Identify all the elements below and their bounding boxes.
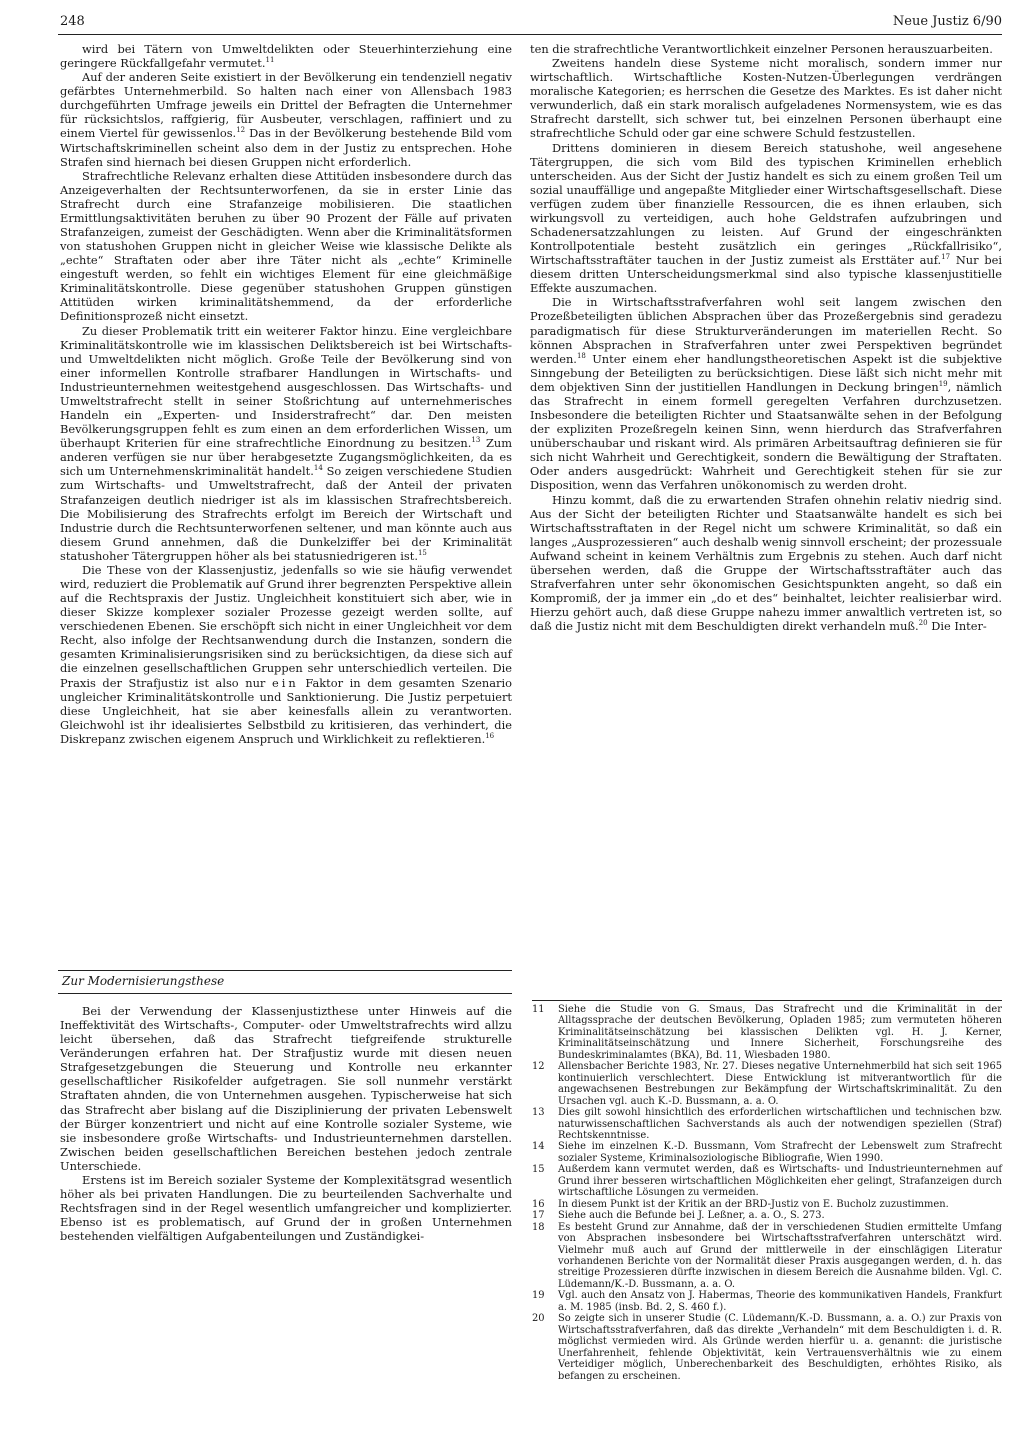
paragraph-text: Zum anderen verfügen sie nur über herabgesetzte Zugangsmöglichkeiten, da es sich um Unternehmenskriminalität handelt. [60,436,512,479]
footnote [532,1313,1002,1382]
footnote [532,1290,1002,1313]
footnote [532,1004,1002,1061]
footnote-text: Außerdem kann vermutet werden, daß es Wirtschafts- und Industrieunternehmen auf Grund ihrer besseren wirtschaftlichen Möglichkeiten eher gelingt, Strafanzeigen durch wirtschaftliche Lösungen zu vermeiden. [558,1164,1002,1199]
footnote-ref: 16 [485,732,495,741]
footnotes [532,1004,1002,1382]
footnote-ref: 13 [471,436,481,445]
paragraph-text: Erstens ist im Bereich sozialer Systeme der Komplexitätsgrad wesentlich höher als bei privaten Handlungen. Die zu beurteilenden Sachverhalte und Rechtsfragen sind in der Regel wesentlich umfangreicher und komplizierter. Ebenso ist es problematisch, auf Grund der in großen Unternehmen bestehenden vielfältigen Aufgabenteilungen und Zuständigkei- [60,1172,512,1244]
footnote [532,1107,1002,1141]
paragraph [530,42,1002,56]
spaced-word: ein [272,675,299,690]
paragraph-text: wird bei Tätern von Umweltdelikten oder Steuerhinterziehung eine geringere Rückfallgefahr vermutet. [60,42,512,71]
paragraph-text: Die in Wirtschaftsstrafverfahren wohl seit langem zwischen den Prozeßbeteiligten üblichen Absprachen über das Prozeßergebnis sind geradezu paradigmatisch für diese Strukturveränderungen im materiellen Recht. So können Absprachen in Strafverfahren unter zwei Perspektiven begründet werden. [530,295,1002,366]
paragraph-text: Drittens dominieren in diesem Bereich statushohe, weil angesehene Tätergruppen, die sich vom Bild des typischen Kriminellen erheblich unterscheiden. Aus der Sicht der Justiz handelt es sich zu einem großen Teil um sozial unauffällige und angepaßte Mitglieder einer Wirtschaftsgesellschaft. Diese verfügen zudem über finanzielle Ressourcen, die es ihnen erlauben, sich wirkungsvoll zu verteidigen, auch hohe Geldstrafen aufzubringen und Schadenersatzzahlungen zu leisten. Auf Grund der eingeschränkten Kontrollpotentiale besteht zusätzlich ein geringes „Rückfallrisiko“, Wirtschaftsstraftäter tauchen in der Justiz zumeist als Ersttäter auf. [530,140,1002,268]
paragraph-text: , nämlich das Strafrecht in einem formell geregelten Verfahren durchzusetzen. Insbesondere die beteiligten Richter und Staatsanwälte sehen in der Befolgung der expliziten Prozeßregeln keinen Sinn, wenn hierdurch das Strafverfahren unüberschaubar und riskant wird. Als primären Arbeitsauftrag definieren sie für sich nicht Wahrheit und Gerechtigkeit, sondern die Bewältigung der Straftaten. Oder anders ausgedrückt: Wahrheit und Gerechtigkeit stehen für sie zur Disposition, wenn das Verfahren unökonomisch zu werden droht. [530,379,1002,493]
paragraph [530,295,1002,492]
footnote-number: 11 [532,1004,545,1015]
footnote-number: 19 [532,1290,545,1302]
footnote [532,1199,1002,1210]
section-title: Zur Modernisierungsthese [62,974,225,988]
paragraph-text: Unter einem eher handlungstheoretischen Aspekt ist die subjektive Sinngebung der Beteiligten zu berücksichtigen. Diese läßt sich nicht mehr mit dem objektiven Sinn der justitiellen Handlungen in Deckung bringen [530,351,1002,394]
footnote-text: So zeigte sich in unserer Studie (C. Lüdemann/K.-D. Bussmann, a. a. O.) zur Praxis von Wirtschaftsstrafverfahren, daß das direkte „Verhandeln“ mit dem Beschuldigten i. d. R. möglichst vermieden wird. Als Gründe werden hierfür u. a. genannt: die juristische Unerfahrenheit, fehlende Objektivität, kein Vertrauensverhältnis wie zu einem Verteidiger möglich, Unberechenbarkeit des Beschuldigten, erhöhtes Risiko, als befangen zu erscheinen. [558,1313,1002,1382]
footnote-number: 14 [532,1141,545,1153]
footnote-text: Allensbacher Berichte 1983, Nr. 27. Dieses negative Unternehmerbild hat sich seit 1965 kontinuierlich verschlechtert. Diese Entwicklung ist mitverantwortlich für die angewachsenen Bestrebungen zur Bekämpfung der Wirtschaftskriminalität. Zu den Ursachen vgl. auch K.-D. Bussmann, a. a. O. [558,1061,1003,1107]
footnote-rule [532,1000,1002,1001]
paragraph-text: Zweitens handeln diese Systeme nicht moralisch, sondern immer nur wirtschaftlich. Wirtschaftliche Kosten-Nutzen-Überlegungen verdrängen moralische Kategorien; es herrschen die Gesetze des Marktes. Es ist daher nicht verwunderlich, daß ein stark moralisch aufgeladenes Normensystem, wie es das Strafrecht darstellt, sich schwer tut, bei einzelnen Personen überhaupt eine strafrechtliche Schuld oder gar eine schwere Schuld festzustellen. [530,56,1002,141]
right-column [530,42,1002,633]
footnote-text: Siehe im einzelnen K.-D. Bussmann, Vom Strafrecht der Lebenswelt zum Strafrecht sozialer Systeme, Kriminalsoziologische Bibliografie, Wien 1990. [558,1141,1002,1164]
paragraph-text: ten die strafrechtliche Verantwortlichkeit einzelner Personen herauszuarbeiten. [530,42,993,56]
paragraph [530,141,1002,296]
footnote [532,1164,1002,1198]
paragraph-text: So zeigen verschiedene Studien zum Wirtschafts- und Umweltstrafrecht, daß der Anteil der privaten Strafanzeigen deutlich niedriger ist als im klassischen Strafrechtsbereich. Die Mobilisierung des Strafrechts erfolgt im Bereich der Wirtschaft und Industrie durch die Rechtsunterworfenen seltener, und man könnte auch aus diesem Grund annehmen, daß die Dunkelziffer bei der Kriminalität statushoher Tätergruppen höher als bei statusniedrigeren ist. [60,464,512,563]
footnote-text: Siehe auch die Befunde bei J. Leßner, a. a. O., S. 273. [558,1210,825,1222]
paragraph [60,1173,512,1243]
footnote-text: Vgl. auch den Ansatz von J. Habermas, Theorie des kommunikativen Handels, Frankfurt a. M. 1985 (insb. Bd. 2, S. 460 f.). [558,1290,1002,1313]
footnote-text: Es besteht Grund zur Annahme, daß der in verschiedenen Studien ermittelte Umfang von Absprachen insbesondere bei Wirtschaftsstrafverfahren unterschätzt wird. Vielmehr muß auch auf Grund der mittlerweile in der einschlägigen Literatur vorhandenen Berichte von der Normalität dieser Praxis ausgegangen werden, d. h. das streitige Prozessieren dürfte inzwischen in diesem Bereich die Ausnahme bilden. Vgl. C. Lüdemann/K.-D. Bussmann, a. a. O. [558,1221,1002,1290]
footnote-number: 13 [532,1107,545,1119]
paragraph [60,169,512,324]
footnote [532,1222,1002,1291]
paragraph-text: Faktor in dem gesamten Szenario ungleicher Kriminalitätskontrolle und Sanktionierung. Die Justiz perpetuiert diese Ungleichheit, hat sie aber keinesfalls allein zu verantworten. Gleichwohl ist ihr idealisiertes Selbstbild zu kritisieren, das verhindert, die Diskrepanz zwischen eigenem Anspruch und Wirklichkeit zu reflektieren. [60,675,512,746]
footnote-number: 12 [532,1061,545,1073]
footnote-text: Dies gilt sowohl hinsichtlich des erforderlichen wirtschaftlichen und technischen bzw. naturwissenschaftlichen Sachverstands als auch der notwendigen speziellen (Straf) Rechtskenntnisse. [558,1107,1002,1141]
paragraph [530,56,1002,140]
footnote-number: 17 [532,1210,545,1222]
footnote-number: 15 [532,1164,545,1176]
footnote-text: Siehe die Studie von G. Smaus, Das Strafrecht und die Kriminalität in der Alltagssprache der deutschen Bevölkerung, Opladen 1985; zum vermuteten höheren Kriminalitätseinschätzung bei klassischen Delikten vgl. H. J. Kerner, Kriminalitätseinschätzung und Innere Sicherheit, Forschungsreihe des Bundeskriminalamtes (BKA), Bd. 11, Wiesbaden 1980. [558,1004,1002,1061]
footnote-ref: 14 [313,464,323,473]
paragraph [60,563,512,746]
paragraph-text: Bei der Verwendung der Klassenjustizthese unter Hinweis auf die Ineffektivität des Wirtschafts-, Computer- oder Umweltstrafrechts wird allzu leicht übersehen, daß das Strafrecht tiefgreifende strukturelle Veränderungen erfahren hat. Der Strafjustiz wurde mit diesen neuen Strafgesetzgebungen die Steuerung und Kontrolle neu erkannter gesellschaftlicher Risikofelder aufgetragen. Sie soll nunmehr verstärkt Straftaten ahnden, die von Unternehmen ausgehen. Typischerweise hat sich das Strafrecht aber bislang auf die Disziplinierung der privaten Lebenswelt der Bürger konzentriert und nicht auf eine Kontrolle sozialer Systeme, wie sie insbesondere große Wirtschafts- und Industrieunternehmen darstellen. Zwischen beiden gesellschaftlichen Bereichen bestehen jedoch zentrale Unterschiede. [60,1004,512,1173]
footnote-ref: 18 [576,351,586,360]
paragraph-text: Hinzu kommt, daß die zu erwartenden Strafen ohnehin relativ niedrig sind. Aus der Sicht der beteiligten Richter und Staatsanwälte handelt es sich bei Wirtschaftsstraftaten in der Regel nicht um schwere Kriminalität, so daß ein langes „Ausprozessieren“ auch deshalb wenig sinnvoll erscheint; der prozessuale Aufwand scheint in keinem Verhältnis zum Ergebnis zu stehen. Auch darf nicht übersehen werden, daß die Gruppe der Wirtschaftsstraftäter auch das Strafverfahren unter sehr ökonomischen Gesichtspunkten angeht, so daß ein Kompromiß, der ja immer ein „do et des“ beinhaltet, leichter realisierbar wird. Hierzu gehört auch, daß diese Gruppe nahezu immer anwaltlich vertreten ist, so daß die Justiz nicht mit dem Beschuldigten direkt verhandeln muß. [530,492,1002,634]
footnote [532,1061,1002,1107]
paragraph-text: Nur bei diesem dritten Unterscheidungsmerkmal sind also typische klassenjustitielle Effekte auszumachen. [530,253,1002,296]
footnote-ref: 12 [236,126,246,135]
footnote [532,1141,1002,1164]
header-rule [58,34,1002,35]
left-column-lower [60,1004,512,1243]
footnote-ref: 11 [265,56,275,65]
footnote-ref: 20 [918,619,928,628]
paragraph [530,493,1002,634]
footnote-text: In diesem Punkt ist der Kritik an der BRD-Justiz von E. Bucholz zuzustimmen. [558,1198,949,1210]
footnote-ref: 19 [938,380,948,389]
paragraph [60,70,512,169]
paragraph-text: Die Inter- [927,619,987,634]
section-heading-box [58,970,512,994]
paragraph-text: Die These von der Klassenjustiz, jedenfalls so wie sie häufig verwendet wird, reduziert die Problematik auf Grund ihrer begrenzten Perspektive allein auf die Rechtspraxis der Justiz. Ungleichheit konstituiert sich aber, wie in dieser Skizze komplexer sozialer Prozesse gezeigt werden sollte, auf verschiedenen Ebenen. Sie erschöpft sich nicht in einer Ungleichheit vor dem Recht, also infolge der Rechtsanwendung durch die Instanzen, sondern die gesamten Kriminalisierungsrisiken sind zu berücksichtigen, da diese sich auf die einzelnen gesellschaftlichen Gruppen sehr unterschiedlich verteilen. Die Praxis der Strafjustiz ist also nur [60,562,512,690]
paragraph-text: Auf der anderen Seite existiert in der Bevölkerung ein tendenziell negativ gefärbtes Unternehmerbild. So halten nach einer von Allensbach 1983 durchgeführten Umfrage jeweils ein Drittel der Befragten die Unternehmer für rücksichtslos, raffgierig, für Ausbeuter, verschlagen, raffiniert und zu einem Viertel für gewissenlos. [60,70,512,141]
running-head: Neue Justiz 6/90 [892,14,1002,29]
footnote-number: 20 [532,1313,545,1325]
paragraph-text: Das in der Bevölkerung bestehende Bild vom Wirtschaftskriminellen scheint also dem in der Justiz zu entsprechen. Hohe Strafen sind hiernach bei diesen Gruppen nicht erforderlich. [60,126,512,169]
page-number: 248 [60,14,85,29]
paragraph-text: Zu dieser Problematik tritt ein weiterer Faktor hinzu. Eine vergleichbare Kriminalitätskontrolle wie im klassischen Deliktsbereich ist bei Wirtschafts- und Umweltdelikten nicht möglich. Große Teile der Bevölkerung sind von einer informellen Kontrolle strafbarer Handlungen in Wirtschafts- und Industrieunternehmen weitestgehend ausgeschlossen. Das Wirtschafts- und Umweltstrafrecht stellt in seiner Stoßrichtung auf unternehmerisches Handeln ein „Experten- und Insiderstrafrecht“ dar. Den meisten Bevölkerungsgruppen fehlt es zum einen an dem erforderlichen Wissen, um überhaupt Kriterien für eine strafrechtliche Einordnung zu besitzen. [60,323,512,451]
paragraph-text: Strafrechtliche Relevanz erhalten diese Attitüden insbesondere durch das Anzeigeverhalten der Rechtsunterworfenen, da sie in erster Linie das Strafrecht durch eine Strafanzeige mobilisieren. Die staatlichen Ermittlungsaktivitäten beruhen zu über 90 Prozent der Fälle auf privaten Strafanzeigen, zumeist der Geschädigten. Wenn aber die Kriminalitätsformen von statushohen Gruppen nicht in gleicher Weise wie klassische Delikte als „echte“ Straftaten oder aber ihre Täter nicht als „echte“ Kriminelle eingestuft werden, so fehlt ein wichtiges Element für eine gleichmäßige Kriminalitätskontrolle. Diese gegenüber statushohen Gruppen günstigen Attitüden wirken kriminalitätshemmend, da der erforderliche Definitionsprozeß nicht einsetzt. [60,168,512,324]
paragraph [60,42,512,70]
footnote [532,1210,1002,1221]
footnote-number: 16 [532,1198,545,1210]
footnote-ref: 17 [941,253,951,262]
paragraph [60,1004,512,1173]
footnote-ref: 15 [417,549,427,558]
footnote-number: 18 [532,1221,545,1233]
paragraph [60,324,512,563]
left-column-upper [60,42,512,746]
